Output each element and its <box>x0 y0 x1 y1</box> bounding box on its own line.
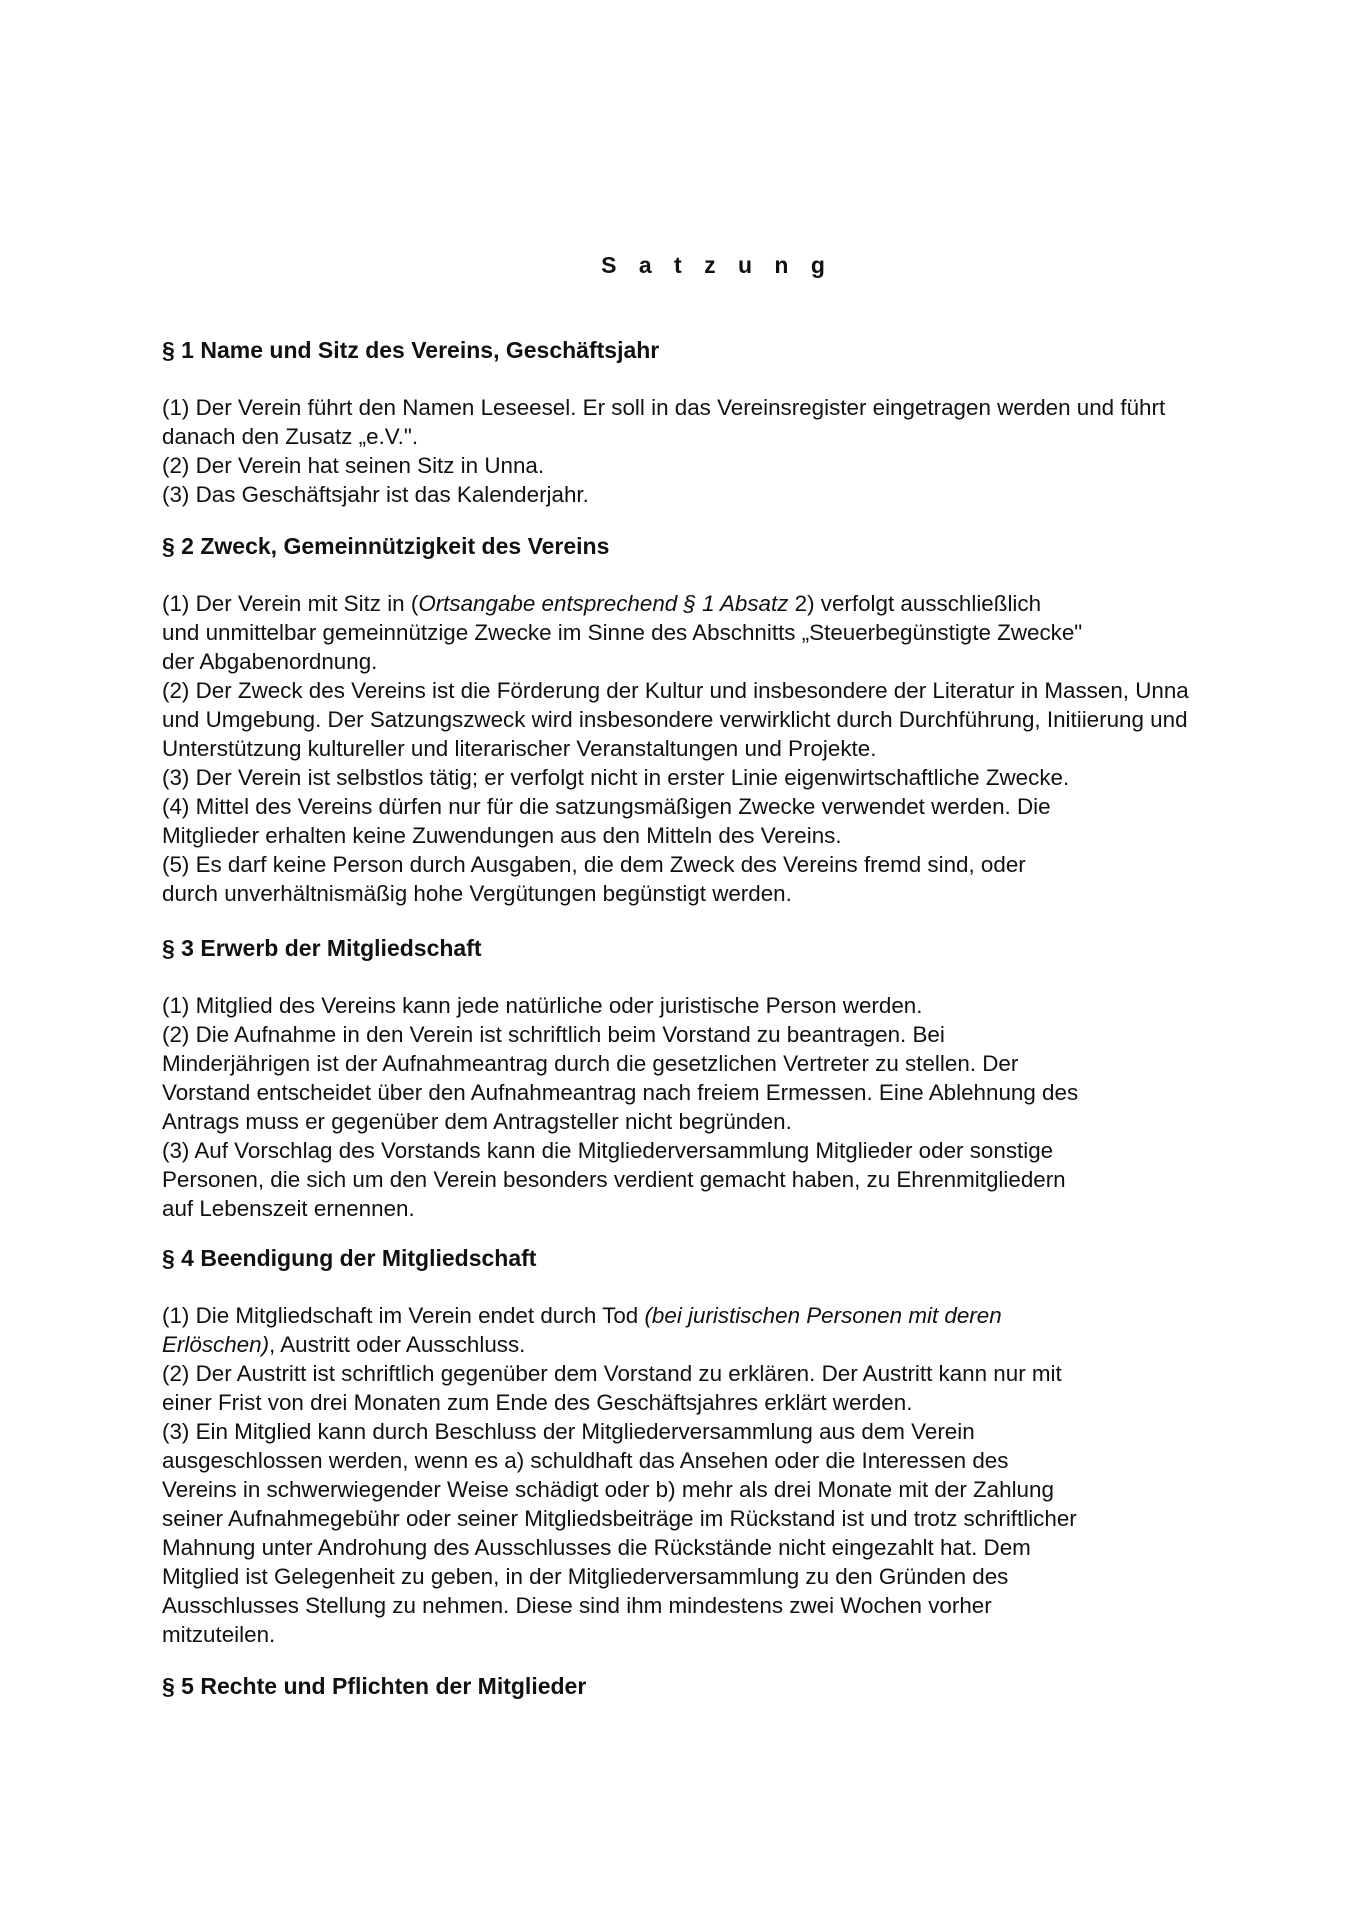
text-line: ausgeschlossen werden, wenn es a) schuldhaft das Ansehen oder die Interessen des <box>162 1448 1009 1473</box>
text-line: Antrags muss er gegenüber dem Antragsteller nicht begründen. <box>162 1109 792 1134</box>
text-line: durch unverhältnismäßig hohe Vergütungen begünstigt werden. <box>162 881 792 906</box>
section-5 <box>162 1672 1332 1700</box>
text-line: (4) Mittel des Vereins dürfen nur für die satzungsmäßigen Zwecke verwendet werden. Die <box>162 794 1051 819</box>
italic-placeholder-text: Ortsangabe entsprechend § 1 Absatz <box>418 591 789 616</box>
text-line: der Abgabenordnung. <box>162 649 378 674</box>
section-body <box>162 393 1332 509</box>
text-line: (3) Auf Vorschlag des Vorstands kann die Mitgliederversammlung Mitglieder oder sonstige <box>162 1138 1054 1163</box>
section-heading: § 1 Name und Sitz des Vereins, Geschäftsjahr <box>162 337 660 363</box>
text-line <box>162 1301 1332 1330</box>
text-line: (2) Der Verein hat seinen Sitz in Unna. <box>162 453 545 478</box>
text-line: Mitglieder erhalten keine Zuwendungen aus den Mitteln des Vereins. <box>162 823 842 848</box>
text-line: Vereins in schwerwiegender Weise schädigt oder b) mehr als drei Monate mit der Zahlung <box>162 1477 1054 1502</box>
document-title: S a t z u n g <box>601 252 833 278</box>
text-line: mitzuteilen. <box>162 1622 276 1647</box>
section-1 <box>162 336 1332 509</box>
text-line: Ausschlusses Stellung zu nehmen. Diese sind ihm mindestens zwei Wochen vorher <box>162 1593 992 1618</box>
text-line: Vorstand entscheidet über den Aufnahmeantrag nach freiem Ermessen. Eine Ablehnung des <box>162 1080 1079 1105</box>
text-line: Mahnung unter Androhung des Ausschlusses die Rückstände nicht eingezahlt hat. Dem <box>162 1535 1031 1560</box>
text-line: und Umgebung. Der Satzungszweck wird insbesondere verwirklicht durch Durchführung, Initiierung und <box>162 707 1188 732</box>
section-heading: § 5 Rechte und Pflichten der Mitglieder <box>162 1673 587 1699</box>
section-body <box>162 1301 1332 1649</box>
section-body <box>162 589 1332 908</box>
text-line: Unterstützung kultureller und literarischer Veranstaltungen und Projekte. <box>162 736 877 761</box>
text-line <box>162 1330 1332 1359</box>
text-line: (3) Der Verein ist selbstlos tätig; er verfolgt nicht in erster Linie eigenwirtschaftliche Zwecke. <box>162 765 1070 790</box>
section-body <box>162 991 1332 1223</box>
text-line: (2) Die Aufnahme in den Verein ist schriftlich beim Vorstand zu beantragen. Bei <box>162 1022 945 1047</box>
text-line <box>162 589 1332 618</box>
text-run: , Austritt oder Ausschluss. <box>269 1332 526 1357</box>
text-line: (2) Der Austritt ist schriftlich gegenüber dem Vorstand zu erklären. Der Austritt kann nur mit <box>162 1361 1062 1386</box>
text-line: (1) Mitglied des Vereins kann jede natürliche oder juristische Person werden. <box>162 993 923 1018</box>
section-4 <box>162 1244 1332 1649</box>
section-heading: § 3 Erwerb der Mitgliedschaft <box>162 935 482 961</box>
text-run: 2) verfolgt ausschließlich <box>788 591 1042 616</box>
text-line: (2) Der Zweck des Vereins ist die Förderung der Kultur und insbesondere der Literatur in Massen, Unna <box>162 678 1189 703</box>
text-line: (5) Es darf keine Person durch Ausgaben, die dem Zweck des Vereins fremd sind, oder <box>162 852 1026 877</box>
italic-text: Erlöschen) <box>162 1332 270 1357</box>
section-2 <box>162 532 1332 908</box>
section-heading: § 4 Beendigung der Mitgliedschaft <box>162 1245 537 1271</box>
text-line: danach den Zusatz „e.V.". <box>162 424 419 449</box>
text-line: Personen, die sich um den Verein besonders verdient gemacht haben, zu Ehrenmitgliedern <box>162 1167 1066 1192</box>
text-line: einer Frist von drei Monaten zum Ende des Geschäftsjahres erklärt werden. <box>162 1390 913 1415</box>
text-line: auf Lebenszeit ernennen. <box>162 1196 415 1221</box>
text-line: (3) Ein Mitglied kann durch Beschluss der Mitgliederversammlung aus dem Verein <box>162 1419 975 1444</box>
text-line: Mitglied ist Gelegenheit zu geben, in der Mitgliederversammlung zu den Gründen des <box>162 1564 1009 1589</box>
text-line: und unmittelbar gemeinnützige Zwecke im Sinne des Abschnitts „Steuerbegünstigte Zwecke" <box>162 620 1083 645</box>
text-line: (1) Der Verein führt den Namen Leseesel. Er soll in das Vereinsregister eingetragen werden und führt <box>162 395 1166 420</box>
section-3 <box>162 934 1332 1223</box>
text-line: Minderjährigen ist der Aufnahmeantrag durch die gesetzlichen Vertreter zu stellen. Der <box>162 1051 1019 1076</box>
text-run: (1) Die Mitgliedschaft im Verein endet durch Tod <box>162 1303 645 1328</box>
text-run: (1) Der Verein mit Sitz in ( <box>162 591 419 616</box>
italic-text: (bei juristischen Personen mit deren <box>644 1303 1002 1328</box>
section-heading: § 2 Zweck, Gemeinnützigkeit des Vereins <box>162 533 610 559</box>
text-line: seiner Aufnahmegebühr oder seiner Mitgliedsbeiträge im Rückstand ist und trotz schriftlicher <box>162 1506 1077 1531</box>
text-line: (3) Das Geschäftsjahr ist das Kalenderjahr. <box>162 482 589 507</box>
